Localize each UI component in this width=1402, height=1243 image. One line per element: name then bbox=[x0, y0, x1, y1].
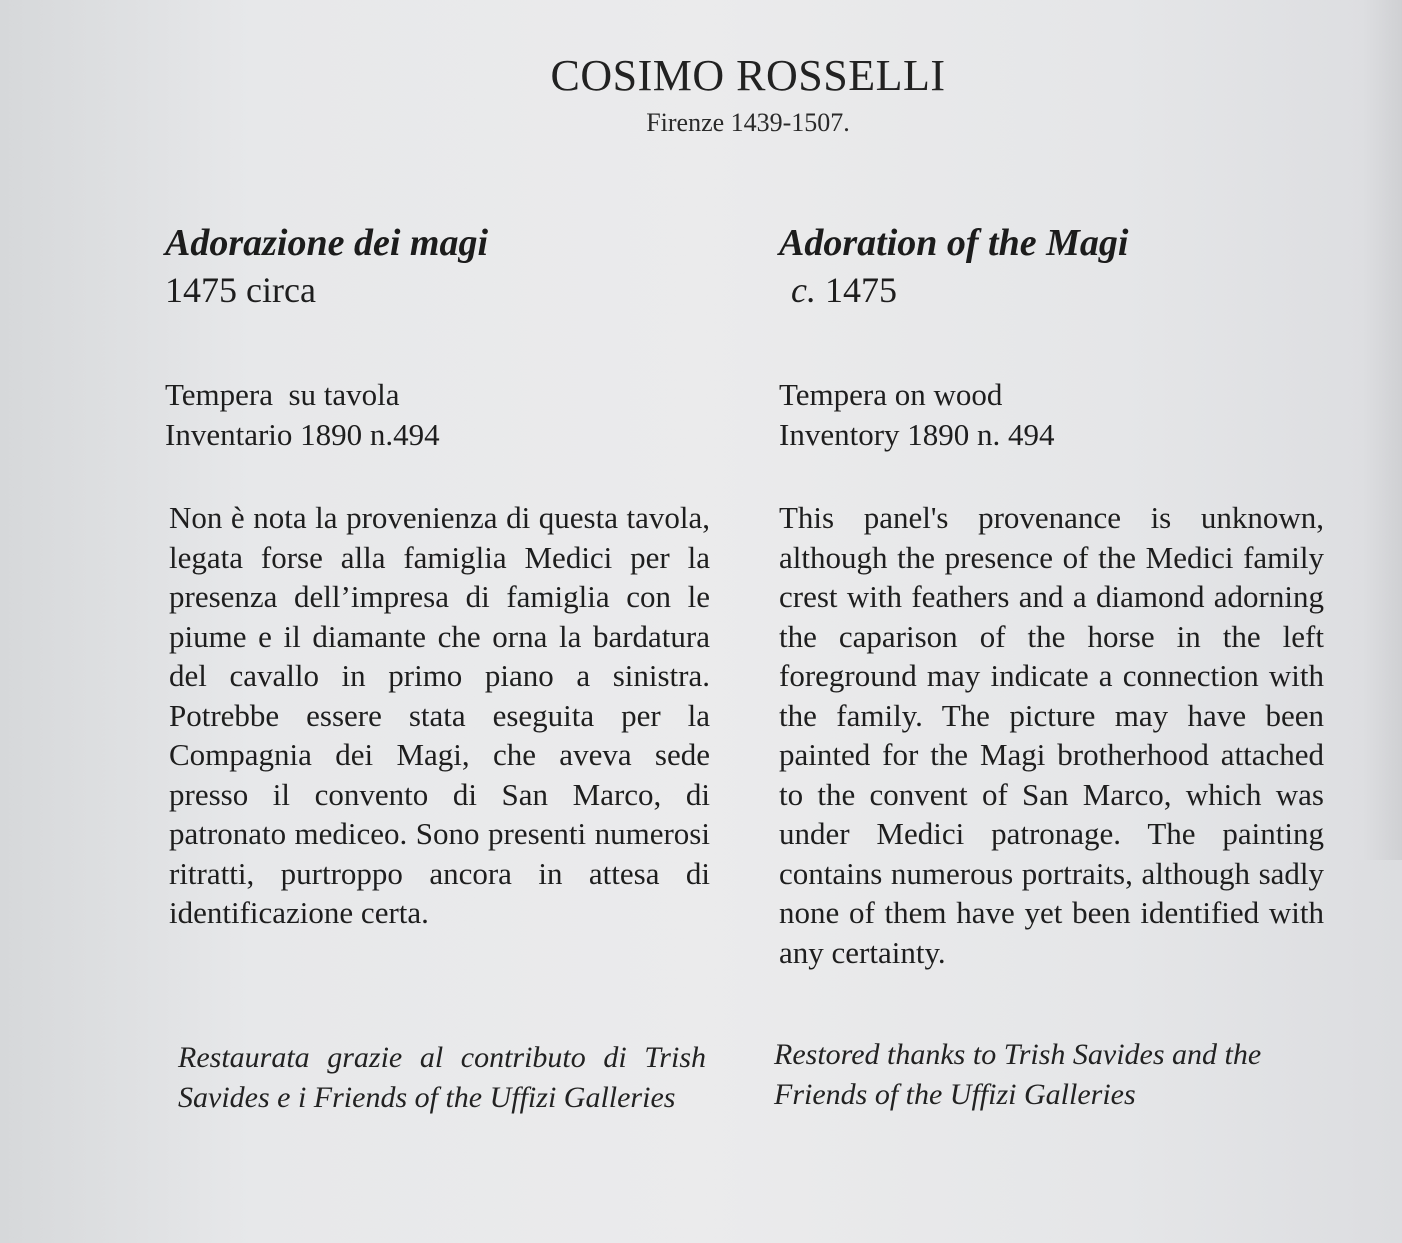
restoration-credit-en: Restored thanks to Trish Savides and the Friends of the Uffizi Galleries bbox=[774, 1038, 1262, 1111]
description-it: Non è nota la provenienza di questa tavola, legata forse alla famiglia Medici per la presenza dell’impresa di famiglia con le piume e il diamante che orna la bardatura del cavallo in primo piano a sinistra. Potrebbe essere stata eseguita per la Compagnia dei Magi, che aveva sede presso il convento di San Marco, di patronato mediceo. Sono presenti numerosi ritratti, purtroppo ancora in attesa di identificazione certa. bbox=[169, 500, 710, 931]
english-column bbox=[779, 220, 1324, 972]
artist-dates: Firenze 1439-1507. bbox=[646, 108, 850, 138]
description-en: This panel's provenance is unknown, although the presence of the Medici family crest with feathers and a diamond adorning the caparison of the horse in the left foreground may indicate a connection with the family. The picture may have been painted for the Magi brotherhood attached to the convent of San Marco, which was under Medici patronage. The painting contains numerous portraits, although sadly none of them have yet been identified with any certainty. bbox=[779, 500, 1324, 970]
inventory-en: Inventory 1890 n. 494 bbox=[779, 417, 1055, 453]
label-header bbox=[0, 52, 1402, 138]
artwork-title-en: Adoration of the Magi bbox=[779, 222, 1129, 264]
medium-it: Tempera su tavola bbox=[165, 376, 400, 412]
artwork-date-it: 1475 circa bbox=[165, 269, 316, 310]
artwork-date-en bbox=[779, 268, 1324, 313]
date-year-en: 1475 bbox=[824, 269, 897, 310]
artwork-title-it: Adorazione dei magi bbox=[165, 222, 489, 264]
date-prefix-en: c. bbox=[791, 269, 816, 310]
medium-en: Tempera on wood bbox=[779, 376, 1003, 412]
artwork-details-it bbox=[165, 375, 710, 457]
artwork-details-en bbox=[779, 375, 1324, 457]
inventory-it: Inventario 1890 n.494 bbox=[165, 417, 440, 453]
artist-name: COSIMO ROSSELLI bbox=[550, 51, 946, 100]
restoration-credit-it: Restaurata grazie al contributo di Trish Savides e i Friends of the Uffizi Galleries bbox=[178, 1041, 706, 1114]
italian-column bbox=[165, 220, 710, 933]
